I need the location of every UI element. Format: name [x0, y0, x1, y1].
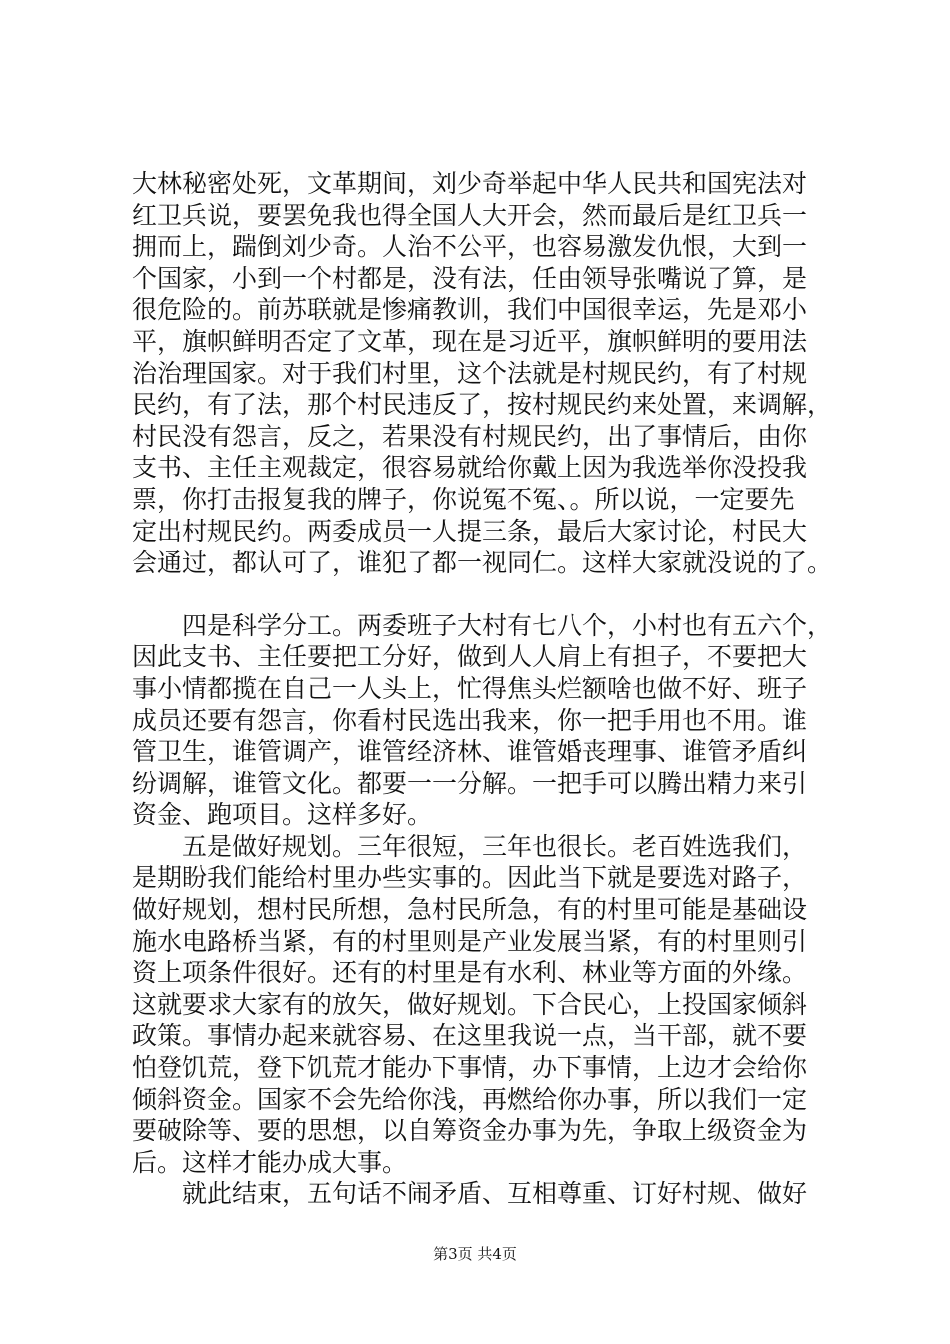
text-line: 怕登饥荒，登下饥荒才能办下事情，办下事情，上边才会给你 — [132, 1053, 808, 1083]
text-line: 治治理国家。对于我们村里，这个法就是村规民约，有了村规 — [132, 358, 808, 388]
text-line: 管卫生，谁管调产，谁管经济林、谁管婚丧理事、谁管矛盾纠 — [132, 737, 808, 767]
paragraph-3 — [132, 831, 852, 1179]
text-line: 五是做好规划。三年很短，三年也很长。老百姓选我们， — [132, 831, 808, 861]
text-line: 要破除等、要的思想，以自筹资金办事为先，争取上级资金为 — [132, 1116, 808, 1146]
text-line: 后。这样才能办成大事。 — [132, 1147, 408, 1177]
text-line: 民约，有了法，那个村民违反了，按村规民约来处置，来调解， — [132, 390, 833, 420]
document-body — [132, 168, 852, 1210]
text-line: 成员还要有怨言，你看村民选出我来，你一把手用也不用。谁 — [132, 705, 808, 735]
text-line: 大林秘密处死，文革期间，刘少奇举起中华人民共和国宪法对 — [132, 169, 808, 198]
text-line: 四是科学分工。两委班子大村有七八个，小村也有五六个， — [132, 610, 833, 640]
text-line: 这就要求大家有的放矢，做好规划。下合民心，上投国家倾斜 — [132, 989, 808, 1019]
text-line: 因此支书、主任要把工分好，做到人人肩上有担子，不要把大 — [132, 642, 808, 672]
text-line: 会通过，都认可了，谁犯了都一视同仁。这样大家就没说的了。 — [132, 548, 833, 578]
paragraph-1 — [132, 168, 852, 579]
text-line: 是期盼我们能给村里办些实事的。因此当下就是要选对路子， — [132, 863, 808, 893]
text-line: 做好规划，想村民所想，急村民所急，有的村里可能是基础设 — [132, 895, 808, 925]
text-line: 资上项条件很好。还有的村里是有水利、林业等方面的外缘。 — [132, 958, 808, 988]
text-line: 票，你打击报复我的牌子，你说冤不冤、。所以说，一定要先 — [132, 484, 795, 514]
text-line: 政策。事情办起来就容易、在这里我说一点，当干部，就不要 — [132, 1021, 808, 1051]
page-footer: 第3页 共4页 — [433, 1245, 517, 1263]
text-line: 定出村规民约。两委成员一人提三条，最后大家讨论，村民大 — [132, 516, 808, 546]
paragraph-2 — [132, 610, 852, 831]
paragraph-4 — [132, 1178, 852, 1210]
text-line: 施水电路桥当紧，有的村里则是产业发展当紧，有的村里则引 — [132, 926, 808, 956]
text-line: 倾斜资金。国家不会先给你浅，再燃给你办事，所以我们一定 — [132, 1084, 808, 1114]
text-line: 拥而上，踹倒刘少奇。人治不公平，也容易激发仇恨，大到一 — [132, 232, 808, 262]
text-line: 个国家，小到一个村都是，没有法，任由领导张嘴说了算，是 — [132, 263, 808, 293]
text-line: 资金、跑项目。这样多好。 — [132, 800, 433, 830]
text-line: 支书、主任主观裁定，很容易就给你戴上因为我选举你没投我 — [132, 453, 808, 483]
text-line: 村民没有怨言，反之，若果没有村规民约，出了事情后，由你 — [132, 421, 808, 451]
text-line: 平，旗帜鲜明否定了文革，现在是习近平，旗帜鲜明的要用法 — [132, 326, 808, 356]
text-line: 很危险的。前苏联就是惨痛教训，我们中国很幸运，先是邓小 — [132, 295, 808, 325]
text-line: 就此结束，五句话不闹矛盾、互相尊重、订好村规、做好 — [132, 1179, 808, 1209]
text-line: 纷调解，谁管文化。都要一一分解。一把手可以腾出精力来引 — [132, 768, 808, 798]
paragraph-spacer — [132, 579, 852, 610]
text-line: 事小情都揽在自己一人头上，忙得焦头烂额啥也做不好、班子 — [132, 673, 808, 703]
text-line: 红卫兵说，要罢免我也得全国人大开会，然而最后是红卫兵一 — [132, 200, 808, 230]
